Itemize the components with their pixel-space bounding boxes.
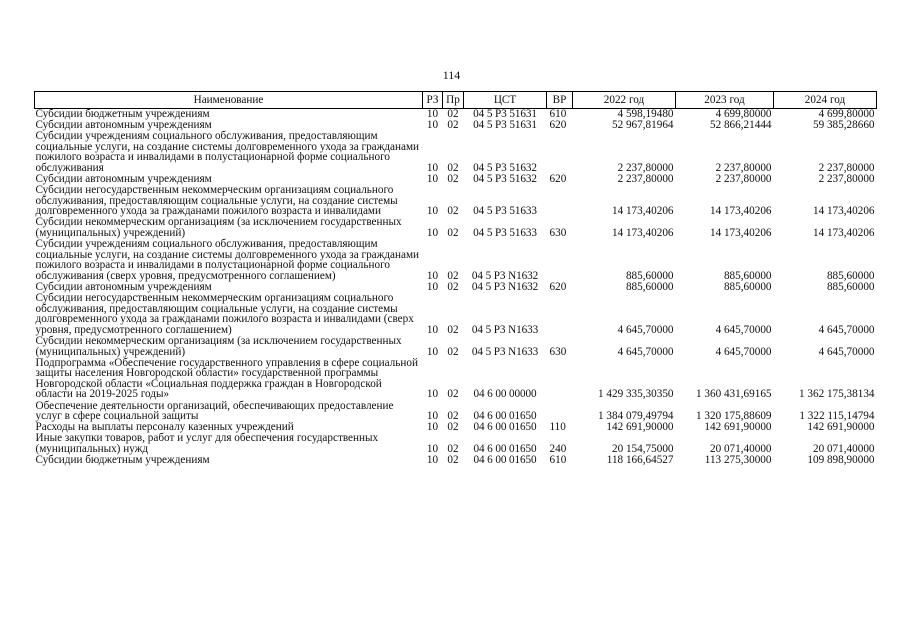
row-cst-cell: 04 5 P3 N1633 xyxy=(471,345,539,358)
row-pr-cell: 02 xyxy=(447,227,459,240)
column-header-vr: ВР xyxy=(547,92,573,109)
row-2023-cell: 4 645,70000 xyxy=(715,345,772,358)
row-2023-cell: 4 699,80000 xyxy=(715,108,772,120)
row-2022-cell: 2 237,80000 xyxy=(617,173,674,186)
row-vr-cell: 610 xyxy=(549,108,567,120)
row-rz-cell: 10 xyxy=(426,345,439,358)
row-2022-cell: 52 967,81964 xyxy=(611,119,674,132)
row-rz-cell: 10 xyxy=(426,173,439,186)
row-2024-cell: 885,60000 xyxy=(826,281,875,293)
row-vr-cell: 620 xyxy=(549,119,567,132)
row-2024-cell: 14 173,40206 xyxy=(812,227,875,240)
row-name-cell: Субсидии бюджетным учреждениям xyxy=(35,108,210,120)
row-2024-cell: 2 237,80000 xyxy=(818,161,875,174)
row-2022-cell: 4 645,70000 xyxy=(617,323,674,336)
row-2024-cell: 1 362 175,38134 xyxy=(798,388,875,401)
row-2023-cell: 4 645,70000 xyxy=(715,323,772,336)
row-2023-cell: 1 320 175,88609 xyxy=(695,410,772,423)
row-2024-cell: 4 699,80000 xyxy=(818,108,875,120)
row-name-cell: Подпрограмма «Обеспечение государственного управления в сфере социальной защиты населения Новгородской области» государственной программы Новгородской области «Социальная поддержка граждан в Новгородской области на 2019-2025 годы» xyxy=(35,356,418,401)
row-2023-cell: 2 237,80000 xyxy=(715,161,772,174)
row-2024-cell: 59 385,28660 xyxy=(812,119,875,132)
column-header-pr: Пр xyxy=(443,92,464,109)
page-number: 114 xyxy=(442,68,461,82)
row-2022-cell: 14 173,40206 xyxy=(611,227,674,240)
row-vr-cell xyxy=(547,131,573,174)
row-2023-cell: 113 275,30000 xyxy=(704,454,772,466)
row-name-cell: Субсидии автономным учреждениям xyxy=(35,281,212,293)
row-vr-cell: 240 xyxy=(549,442,567,455)
row-2022-cell: 118 166,64527 xyxy=(606,454,674,466)
row-pr-cell: 02 xyxy=(447,323,459,336)
column-header-2024: 2024 год xyxy=(774,92,877,109)
row-cst-cell: 04 6 00 01650 xyxy=(473,421,537,434)
row-2023-cell: 14 173,40206 xyxy=(709,227,772,240)
row-name-cell: Субсидии автономным учреждениям xyxy=(35,119,212,132)
row-2024-cell: 20 071,40000 xyxy=(812,442,875,455)
row-cst-cell: 04 5 P3 51633 xyxy=(473,227,537,240)
table-header-row xyxy=(35,92,877,109)
row-2024-cell: 4 645,70000 xyxy=(818,345,875,358)
row-2022-cell: 20 154,75000 xyxy=(611,442,674,455)
row-2024-cell: 885,60000 xyxy=(826,269,875,282)
row-cst-cell: 04 5 P3 N1633 xyxy=(471,323,539,336)
row-vr-cell xyxy=(547,401,573,423)
row-2023-cell: 142 691,90000 xyxy=(704,421,772,434)
row-vr-cell: 620 xyxy=(549,281,567,293)
row-rz-cell: 10 xyxy=(426,454,439,466)
row-cst-cell: 04 5 P3 N1632 xyxy=(471,269,539,282)
row-2024-cell: 109 898,90000 xyxy=(807,454,875,466)
column-header-cst: ЦСТ xyxy=(464,92,547,109)
row-cst-cell: 04 5 P3 51633 xyxy=(473,205,537,218)
row-name-cell: Субсидии негосударственным некоммерческим организациям социального обслуживания, предоставляющим социальные услуги, на создание системы долговременного ухода за гражданами пожилого возраста и инвалидами (сверх уровня, предусмотренного соглашением) xyxy=(35,292,414,336)
row-2022-cell: 1 384 079,49794 xyxy=(597,410,674,423)
row-name-cell: Субсидии некоммерческим организациям (за исключением государственных (муниципальных) учреждений) xyxy=(35,334,402,358)
row-vr-cell: 630 xyxy=(549,227,567,240)
row-2022-cell: 142 691,90000 xyxy=(606,421,674,434)
column-header-name: Наименование xyxy=(35,92,423,109)
row-cst-cell: 04 6 00 00000 xyxy=(473,388,537,401)
row-rz-cell: 10 xyxy=(426,410,439,423)
table-row xyxy=(35,131,877,174)
row-rz-cell: 10 xyxy=(426,421,439,434)
row-2024-cell: 142 691,90000 xyxy=(807,421,875,434)
row-pr-cell: 02 xyxy=(447,108,459,120)
column-header-rz: РЗ xyxy=(423,92,443,109)
row-pr-cell: 02 xyxy=(447,205,459,218)
row-2022-cell: 14 173,40206 xyxy=(611,205,674,218)
table-row xyxy=(35,433,877,455)
row-cst-cell: 04 5 P3 51631 xyxy=(473,119,537,132)
row-2022-cell: 2 237,80000 xyxy=(617,161,674,174)
row-2022-cell: 885,60000 xyxy=(625,281,674,293)
row-rz-cell: 10 xyxy=(426,323,439,336)
row-2023-cell: 52 866,21444 xyxy=(709,119,772,132)
column-header-2023: 2023 год xyxy=(676,92,774,109)
row-rz-cell: 10 xyxy=(426,269,439,282)
row-cst-cell: 04 6 00 01650 xyxy=(473,410,537,423)
row-name-cell: Иные закупки товаров, работ и услуг для обеспечения государственных (муниципальных) нужд xyxy=(35,432,379,455)
row-name-cell: Субсидии бюджетным учреждениям xyxy=(35,454,210,466)
row-cst-cell: 04 5 P3 51631 xyxy=(473,108,537,120)
table-row xyxy=(35,401,877,423)
row-2022-cell: 4 645,70000 xyxy=(617,345,674,358)
row-name-cell: Субсидии некоммерческим организациям (за исключением государственных (муниципальных) учреждений) xyxy=(35,216,402,240)
table-row xyxy=(35,358,877,401)
budget-table xyxy=(34,91,877,466)
row-vr-cell xyxy=(547,185,573,217)
row-rz-cell: 10 xyxy=(426,205,439,218)
row-name-cell: Субсидии учреждениям социального обслуживания, предоставляющим социальные услуги, на создание системы долговременного ухода за гражданами пожилого возраста и инвалидами в полустационарной форме социального обслуживания (сверх уровня, предусмотренного соглашением) xyxy=(35,238,420,282)
row-cst-cell: 04 5 P3 51632 xyxy=(473,161,537,174)
row-rz-cell: 10 xyxy=(426,161,439,174)
row-cst-cell: 04 5 P3 51632 xyxy=(473,173,537,186)
row-pr-cell: 02 xyxy=(447,388,459,401)
row-vr-cell: 630 xyxy=(549,345,567,358)
row-pr-cell: 02 xyxy=(447,119,459,132)
table-row xyxy=(35,217,877,239)
table-row xyxy=(35,185,877,217)
row-pr-cell: 02 xyxy=(447,410,459,423)
table-row xyxy=(35,293,877,336)
row-pr-cell: 02 xyxy=(447,442,459,455)
row-rz-cell: 10 xyxy=(426,281,439,293)
row-pr-cell: 02 xyxy=(447,269,459,282)
row-2023-cell: 14 173,40206 xyxy=(709,205,772,218)
row-2023-cell: 20 071,40000 xyxy=(709,442,772,455)
row-pr-cell: 02 xyxy=(447,454,459,466)
row-name-cell: Обеспечение деятельности организаций, обеспечивающих предоставление услуг в сфере социальной защиты xyxy=(35,399,394,423)
table-row xyxy=(35,239,877,282)
column-header-2022: 2022 год xyxy=(573,92,676,109)
row-vr-cell: 110 xyxy=(549,421,566,434)
table-row xyxy=(35,455,877,466)
row-name-cell: Расходы на выплаты персоналу казенных учреждений xyxy=(35,421,294,434)
row-rz-cell: 10 xyxy=(426,108,439,120)
row-2023-cell: 885,60000 xyxy=(723,281,772,293)
row-2023-cell: 885,60000 xyxy=(723,269,772,282)
row-name-cell: Субсидии учреждениям социального обслуживания, предоставляющим социальные услуги, на создание системы долговременного ухода за гражданами пожилого возраста и инвалидами в полустационарной форме социального обслуживания xyxy=(35,130,420,174)
row-2024-cell: 1 322 115,14794 xyxy=(799,410,875,423)
row-vr-cell: 620 xyxy=(549,173,567,186)
row-2024-cell: 14 173,40206 xyxy=(812,205,875,218)
row-rz-cell: 10 xyxy=(426,388,439,401)
row-pr-cell: 02 xyxy=(447,173,459,186)
row-vr-cell xyxy=(547,358,573,401)
row-2022-cell: 4 598,19480 xyxy=(617,108,674,120)
row-rz-cell: 10 xyxy=(426,119,439,132)
row-2023-cell: 1 360 431,69165 xyxy=(695,388,772,401)
row-name-cell: Субсидии автономным учреждениям xyxy=(35,173,212,186)
row-pr-cell: 02 xyxy=(447,161,459,174)
row-2024-cell: 4 645,70000 xyxy=(818,323,875,336)
row-2022-cell: 1 429 335,30350 xyxy=(597,388,674,401)
row-2023-cell: 2 237,80000 xyxy=(715,173,772,186)
row-cst-cell: 04 6 00 01650 xyxy=(473,442,537,455)
row-cst-cell: 04 6 00 01650 xyxy=(473,454,537,466)
row-vr-cell xyxy=(547,293,573,336)
row-pr-cell: 02 xyxy=(447,345,459,358)
row-2022-cell: 885,60000 xyxy=(625,269,674,282)
row-2024-cell: 2 237,80000 xyxy=(818,173,875,186)
row-cst-cell: 04 5 P3 N1632 xyxy=(471,281,539,293)
row-rz-cell: 10 xyxy=(426,227,439,240)
row-name-cell: Субсидии негосударственным некоммерческим организациям социального обслуживания, предоставляющим социальные услуги, на создание системы долговременного ухода за гражданами пожилого возраста и инвалидами xyxy=(35,184,398,218)
row-pr-cell: 02 xyxy=(447,421,459,434)
table-body xyxy=(35,109,877,467)
table-row xyxy=(35,336,877,358)
row-vr-cell xyxy=(547,239,573,282)
row-rz-cell: 10 xyxy=(426,442,439,455)
row-pr-cell: 02 xyxy=(447,281,459,293)
row-vr-cell: 610 xyxy=(549,454,567,466)
